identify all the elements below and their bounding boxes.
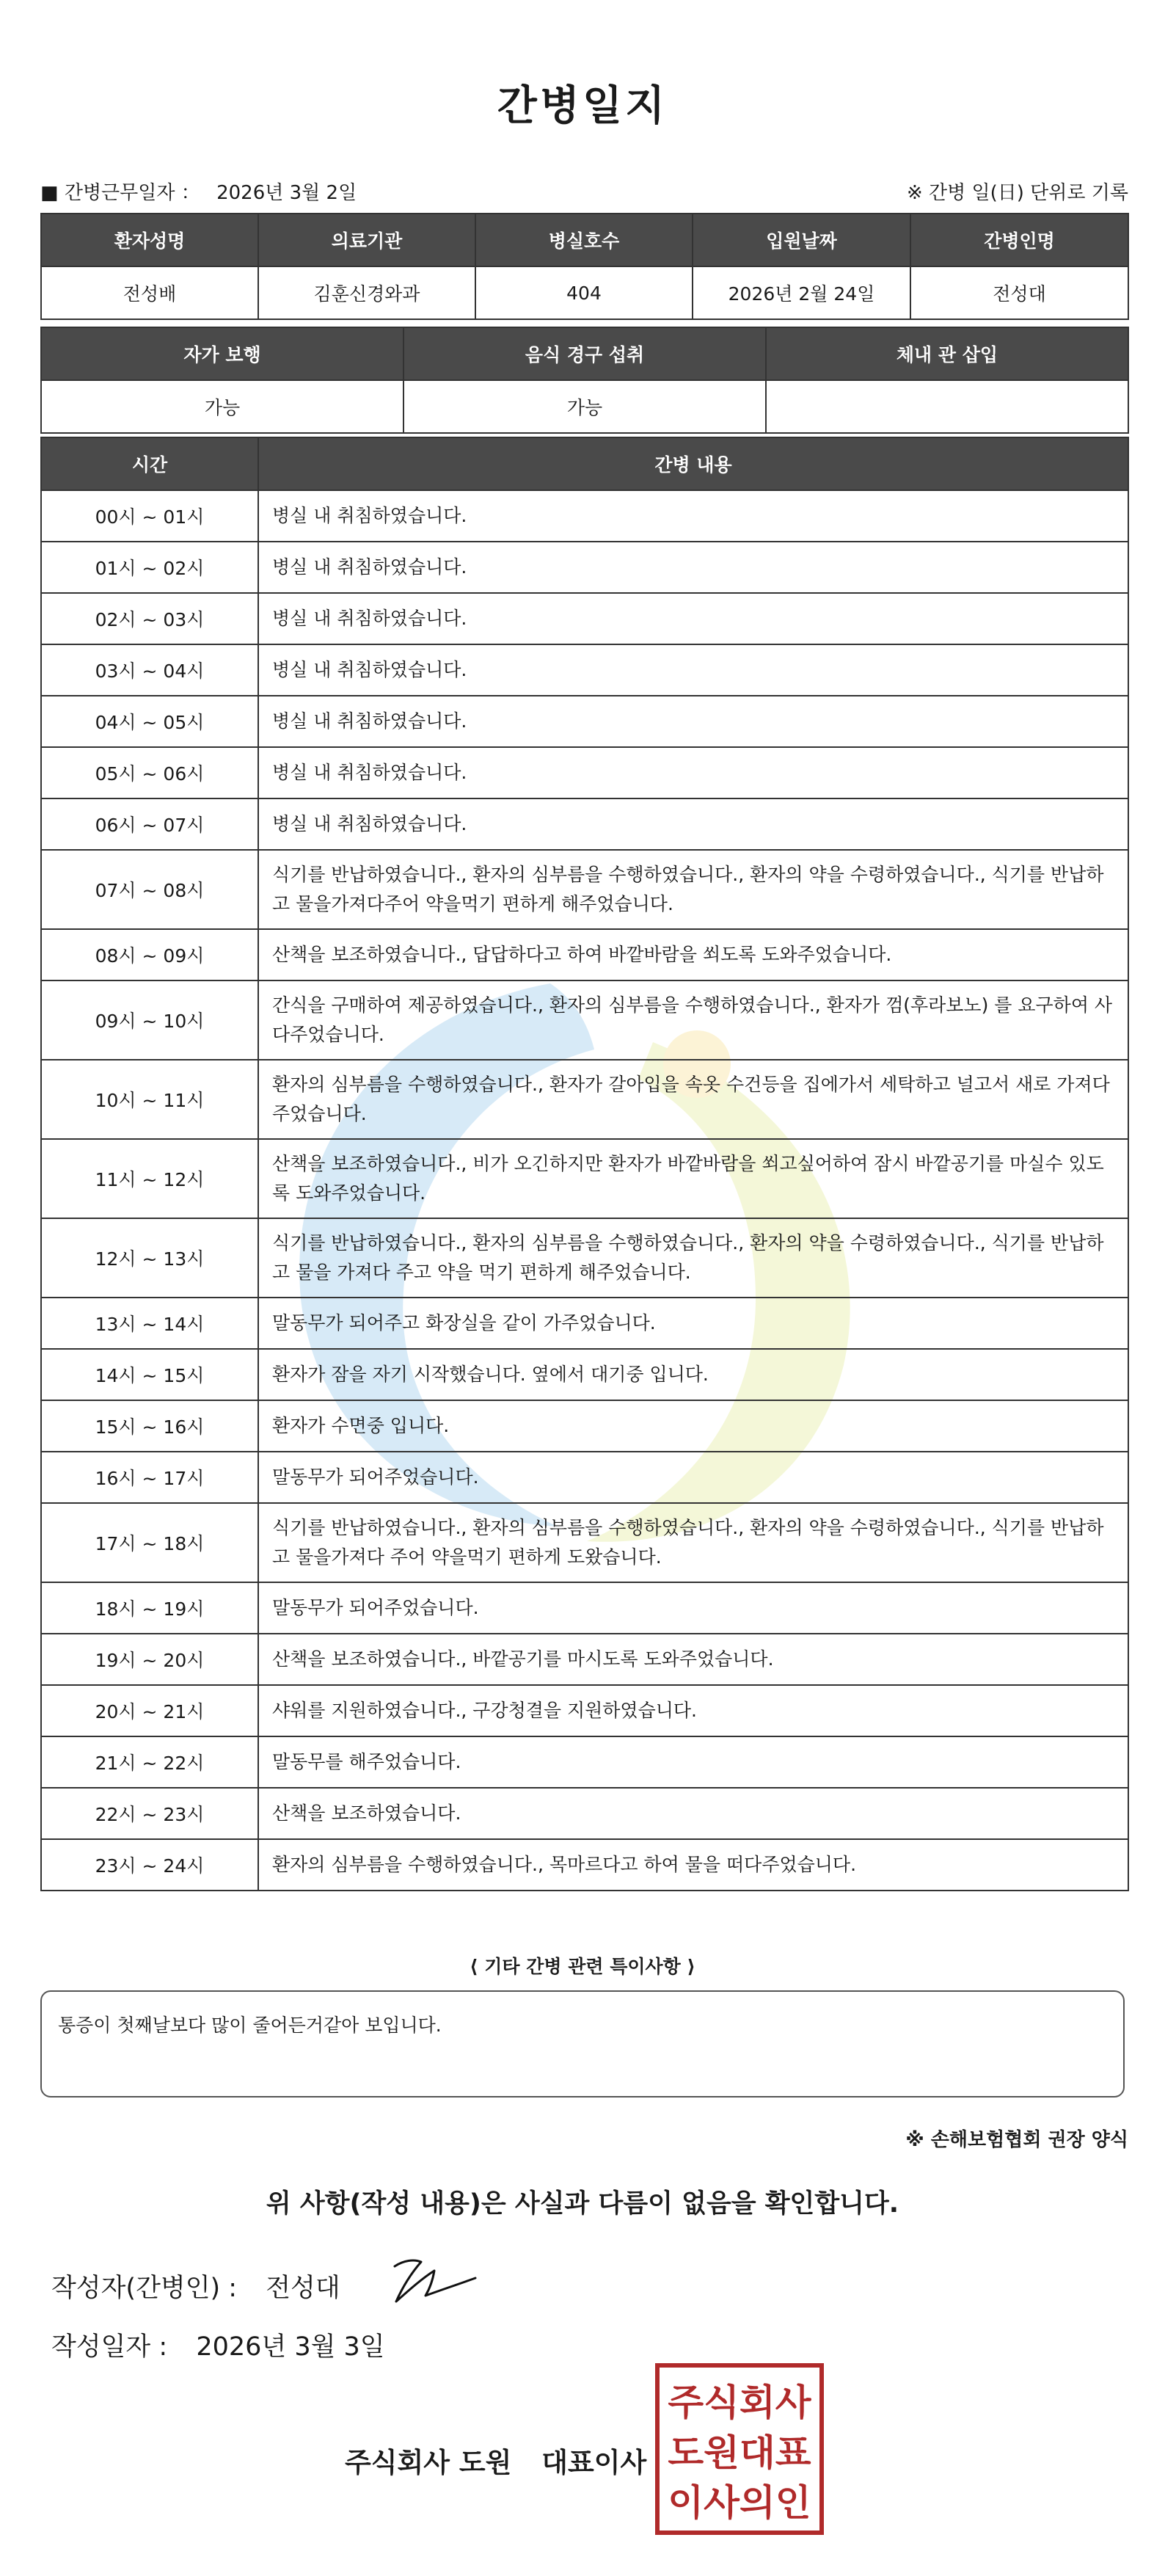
log-row [41, 542, 1128, 593]
log-content: 말동무가 되어주었습니다. [258, 1582, 1128, 1634]
written-date-value: 2026년 3월 3일 [196, 2332, 385, 2362]
notes-box [40, 1990, 1125, 2097]
log-row [41, 747, 1128, 798]
log-time: 06시 ~ 07시 [41, 798, 258, 850]
log-content: 식기를 반납하였습니다., 환자의 심부름을 수행하였습니다., 환자의 약을 수령하였습니다., 식기를 반납하고 물을 가져다 주고 약을 먹기 편하게 해주었습니다. [258, 1218, 1128, 1298]
log-time: 16시 ~ 17시 [41, 1452, 258, 1503]
log-row [41, 1839, 1128, 1891]
work-date-label: ■ 간병근무일자 ： [40, 182, 200, 204]
handwritten-signature [389, 2253, 481, 2312]
oral-intake-value: 가능 [403, 380, 766, 433]
seal-line-1: 주식회사 [668, 2381, 813, 2424]
log-content: 산책을 보조하였습니다., 비가 오긴하지만 환자가 바깥바람을 쐬고싶어하여 잠시 바깥공기를 마실수 있도록 도와주었습니다. [258, 1139, 1128, 1218]
log-row [41, 1736, 1128, 1788]
log-content: 산책을 보조하였습니다. [258, 1788, 1128, 1839]
patient-name: 전성배 [41, 266, 258, 319]
log-content: 환자가 수면중 입니다. [258, 1400, 1128, 1452]
log-content: 산책을 보조하였습니다., 바깥공기를 마시도록 도와주었습니다. [258, 1634, 1128, 1685]
patient-status-header-row [41, 327, 1128, 380]
written-date-label: 작성일자 : [51, 2332, 168, 2362]
log-row [41, 1503, 1128, 1582]
self-walking-value: 가능 [41, 380, 403, 433]
log-time: 02시 ~ 03시 [41, 593, 258, 644]
log-row [41, 696, 1128, 747]
log-row [41, 1218, 1128, 1298]
log-time: 19시 ~ 20시 [41, 1634, 258, 1685]
log-row [41, 1452, 1128, 1503]
patient-info-header-row [41, 214, 1128, 266]
log-content: 간식을 구매하여 제공하였습니다., 환자의 심부름을 수행하였습니다., 환자가 껌(후라보노) 를 요구하여 사다주었습니다. [258, 980, 1128, 1060]
log-content: 샤워를 지원하였습니다., 구강청결을 지원하였습니다. [258, 1685, 1128, 1736]
unit-note: ※ 간병 일(日) 단위로 기록 [906, 182, 1128, 204]
log-row [41, 850, 1128, 929]
log-time: 00시 ~ 01시 [41, 490, 258, 542]
log-row [41, 593, 1128, 644]
log-content: 환자의 심부름을 수행하였습니다., 목마르다고 하여 물을 떠다주었습니다. [258, 1839, 1128, 1891]
log-row [41, 929, 1128, 980]
log-time: 11시 ~ 12시 [41, 1139, 258, 1218]
log-content: 병실 내 취침하였습니다. [258, 644, 1128, 696]
log-row [41, 1139, 1128, 1218]
writer-label: 작성자(간병인) : [51, 2274, 238, 2303]
patient-info-value-row [41, 266, 1128, 319]
room-number: 404 [475, 266, 693, 319]
patient-info-table [40, 213, 1129, 320]
log-content: 말동무가 되어주고 화장실을 같이 가주었습니다. [258, 1298, 1128, 1349]
tube-insertion-value [766, 380, 1128, 433]
work-date-line [40, 178, 357, 205]
log-time: 01시 ~ 02시 [41, 542, 258, 593]
log-time: 21시 ~ 22시 [41, 1736, 258, 1788]
notes-content: 통증이 첫째날보다 많이 줄어든거같아 보입니다. [58, 2015, 442, 2036]
log-row [41, 1582, 1128, 1634]
patient-status-table [40, 327, 1129, 434]
header-time: 시간 [41, 437, 258, 490]
patient-status-value-row [41, 380, 1128, 433]
log-content: 환자의 심부름을 수행하였습니다., 환자가 갈아입을 속옷 수건등을 집에가서 세탁하고 널고서 새로 가져다주었습니다. [258, 1060, 1128, 1139]
company-title: 대표이사 [541, 2447, 647, 2478]
log-row [41, 1400, 1128, 1452]
seal-line-3: 이사의인 [668, 2481, 811, 2525]
log-time: 22시 ~ 23시 [41, 1788, 258, 1839]
log-body [41, 490, 1128, 1891]
header-oral-intake: 음식 경구 섭취 [403, 327, 766, 380]
log-content: 식기를 반납하였습니다., 환자의 심부름을 수행하였습니다., 환자의 약을 수령하였습니다., 식기를 반납하고 물을가져다 주어 약을먹기 편하게 도왔습니다. [258, 1503, 1128, 1582]
log-row [41, 490, 1128, 542]
header-care-content: 간병 내용 [258, 437, 1128, 490]
log-row [41, 1788, 1128, 1839]
log-content: 식기를 반납하였습니다., 환자의 심부름을 수행하였습니다., 환자의 약을 수령하였습니다., 식기를 반납하고 물을가져다주어 약을먹기 편하게 해주었습니다. [258, 850, 1128, 929]
recommend-note: ※ 손해보험협회 권장 양식 [905, 2129, 1128, 2151]
written-date-line [51, 2326, 385, 2363]
header-self-walking: 자가 보행 [41, 327, 403, 380]
log-time: 10시 ~ 11시 [41, 1060, 258, 1139]
header-hospital: 의료기관 [258, 214, 475, 266]
log-time: 23시 ~ 24시 [41, 1839, 258, 1891]
seal-line-2: 도원대표 [668, 2431, 812, 2474]
document-title: 간병일지 [497, 82, 668, 130]
writer-name: 전성대 [266, 2274, 340, 2303]
log-time: 05시 ~ 06시 [41, 747, 258, 798]
header-tube-insertion: 체내 관 삽입 [766, 327, 1128, 380]
hourly-log-table [40, 437, 1129, 1891]
log-time: 04시 ~ 05시 [41, 696, 258, 747]
log-row [41, 1685, 1128, 1736]
admission-date: 2026년 2월 24일 [693, 266, 910, 319]
log-time: 18시 ~ 19시 [41, 1582, 258, 1634]
log-content: 병실 내 취침하였습니다. [258, 542, 1128, 593]
log-row [41, 1060, 1128, 1139]
log-row [41, 1349, 1128, 1400]
log-header-row [41, 437, 1128, 490]
log-content: 병실 내 취침하였습니다. [258, 490, 1128, 542]
log-content: 병실 내 취침하였습니다. [258, 798, 1128, 850]
log-time: 20시 ~ 21시 [41, 1685, 258, 1736]
log-row [41, 644, 1128, 696]
log-time: 09시 ~ 10시 [41, 980, 258, 1060]
log-time: 07시 ~ 08시 [41, 850, 258, 929]
caregiver-name: 전성대 [910, 266, 1128, 319]
confirmation-statement: 위 사항(작성 내용)은 사실과 다름이 없음을 확인합니다. [266, 2189, 899, 2219]
work-date-value: 2026년 3월 2일 [216, 182, 357, 204]
log-content: 말동무를 해주었습니다. [258, 1736, 1128, 1788]
log-content: 병실 내 취침하였습니다. [258, 696, 1128, 747]
header-caregiver-name: 간병인명 [910, 214, 1128, 266]
header-patient-name: 환자성명 [41, 214, 258, 266]
notes-title: ⟨ 기타 간병 관련 특이사항 ⟩ [470, 1956, 695, 1977]
log-time: 03시 ~ 04시 [41, 644, 258, 696]
log-row [41, 1298, 1128, 1349]
log-content: 말동무가 되어주었습니다. [258, 1452, 1128, 1503]
log-content: 병실 내 취침하였습니다. [258, 593, 1128, 644]
writer-line [51, 2268, 340, 2304]
log-time: 13시 ~ 14시 [41, 1298, 258, 1349]
log-row [41, 1634, 1128, 1685]
log-row [41, 798, 1128, 850]
log-content: 환자가 잠을 자기 시작했습니다. 옆에서 대기중 입니다. [258, 1349, 1128, 1400]
log-time: 15시 ~ 16시 [41, 1400, 258, 1452]
header-admission-date: 입원날짜 [693, 214, 910, 266]
log-content: 병실 내 취침하였습니다. [258, 747, 1128, 798]
header-room-number: 병실호수 [475, 214, 693, 266]
log-time: 12시 ~ 13시 [41, 1218, 258, 1298]
company-name: 주식회사 도원 [345, 2447, 512, 2478]
log-row [41, 980, 1128, 1060]
log-time: 08시 ~ 09시 [41, 929, 258, 980]
log-time: 14시 ~ 15시 [41, 1349, 258, 1400]
company-line [345, 2440, 646, 2480]
hospital-name: 김훈신경와과 [258, 266, 475, 319]
log-time: 17시 ~ 18시 [41, 1503, 258, 1582]
log-content: 산책을 보조하였습니다., 답답하다고 하여 바깥바람을 쐬도록 도와주었습니다. [258, 929, 1128, 980]
company-seal-stamp [655, 2363, 824, 2535]
